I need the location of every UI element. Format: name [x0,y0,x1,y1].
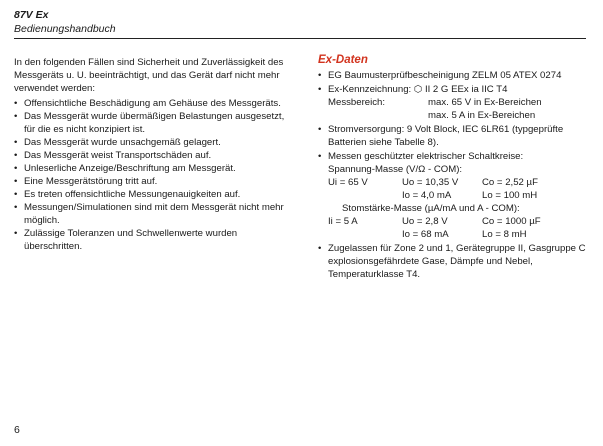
marking-value: II 2 G EEx ia IIC T4 [424,84,508,95]
measuring-range-row [328,96,590,109]
measuring-range-current: max. 5 A in Ex-Bereichen [428,110,536,121]
voltage-uo: Uo = 10,35 V [402,177,459,188]
voltage-params-row [328,176,590,189]
list-item: • Das Messgerät wurde übermäßigen Belastungen ausgesetzt, für die es nicht konzipiert ist. [14,110,286,136]
measuring-range-label: Messbereich: [328,97,386,108]
current-ii: Ii = 5 A [328,216,358,227]
approval-item: • Zugelassen für Zone 2 und 1, Gerätegruppe II, Gasgruppe C explosionsgefährdete Gase, Dämpfe und Nebel, Temperaturklasse T4. [318,242,590,281]
certificate-item: • EG Baumusterprüfbescheinigung ZELM 05 ATEX 0274 [318,69,590,82]
protected-circuits-title: • Messen geschützter elektrischer Schaltkreise: [328,151,524,162]
current-lo: Lo = 8 mH [482,229,527,240]
left-column [14,56,286,253]
voltage-section-title: Spannung-Masse (V/Ω - COM): [328,164,463,175]
marking-label: Ex-Kennzeichnung: [328,84,412,95]
voltage-lo: Lo = 100 mH [482,190,538,201]
measuring-range-row [328,109,590,122]
current-section-title: Stomstärke-Masse (µA/mA und A - COM): [342,203,520,214]
voltage-co: Co = 2,52 µF [482,177,538,188]
list-item: • Zulässige Toleranzen und Schwellenwerte wurden überschritten. [14,227,286,253]
ex-hexagon-icon: ⬡ [413,84,423,95]
header-divider [14,38,586,39]
page-header [14,8,116,36]
intro-paragraph: In den folgenden Fällen sind Sicherheit und Zuverlässigkeit des Messgeräts u. U. beeinträchtigt, und das Gerät darf nicht mehr verwendet werden: [14,57,284,94]
current-co: Co = 1000 µF [482,216,541,227]
damage-conditions-list [14,97,286,253]
list-item: • Unleserliche Anzeige/Beschriftung am Messgerät. [14,162,286,175]
voltage-io: Io = 4,0 mA [402,190,452,201]
power-supply-item: • Stromversorgung: 9 Volt Block, IEC 6LR61 (typgeprüfte Batterien siehe Tabelle 8). [318,123,590,149]
list-item: • Eine Messgerätstörung tritt auf. [14,175,286,188]
measuring-range-voltage: max. 65 V in Ex-Bereichen [428,97,542,108]
current-uo: Uo = 2,8 V [402,216,448,227]
voltage-ui: Ui = 65 V [328,177,368,188]
current-params-row [328,228,590,241]
right-column [318,53,590,282]
manual-subtitle: Bedienungshandbuch [14,23,116,35]
current-io: Io = 68 mA [402,229,449,240]
marking-item [318,83,590,122]
current-params-row [328,215,590,228]
ex-data-list [318,69,590,281]
list-item: • Messungen/Simulationen sind mit dem Messgerät nicht mehr möglich. [14,201,286,227]
ex-data-heading: Ex-Daten [318,54,368,66]
list-item: • Es treten offensichtliche Messungenauigkeiten auf. [14,188,286,201]
list-item: • Das Messgerät wurde unsachgemäß gelagert. [14,136,286,149]
voltage-params-row [328,189,590,202]
manual-model-title: 87V Ex [14,9,49,21]
list-item: • Offensichtliche Beschädigung am Gehäuse des Messgeräts. [14,97,286,110]
protected-circuits-item [318,150,590,241]
list-item: • Das Messgerät weist Transportschäden auf. [14,149,286,162]
page-number: 6 [14,424,20,436]
